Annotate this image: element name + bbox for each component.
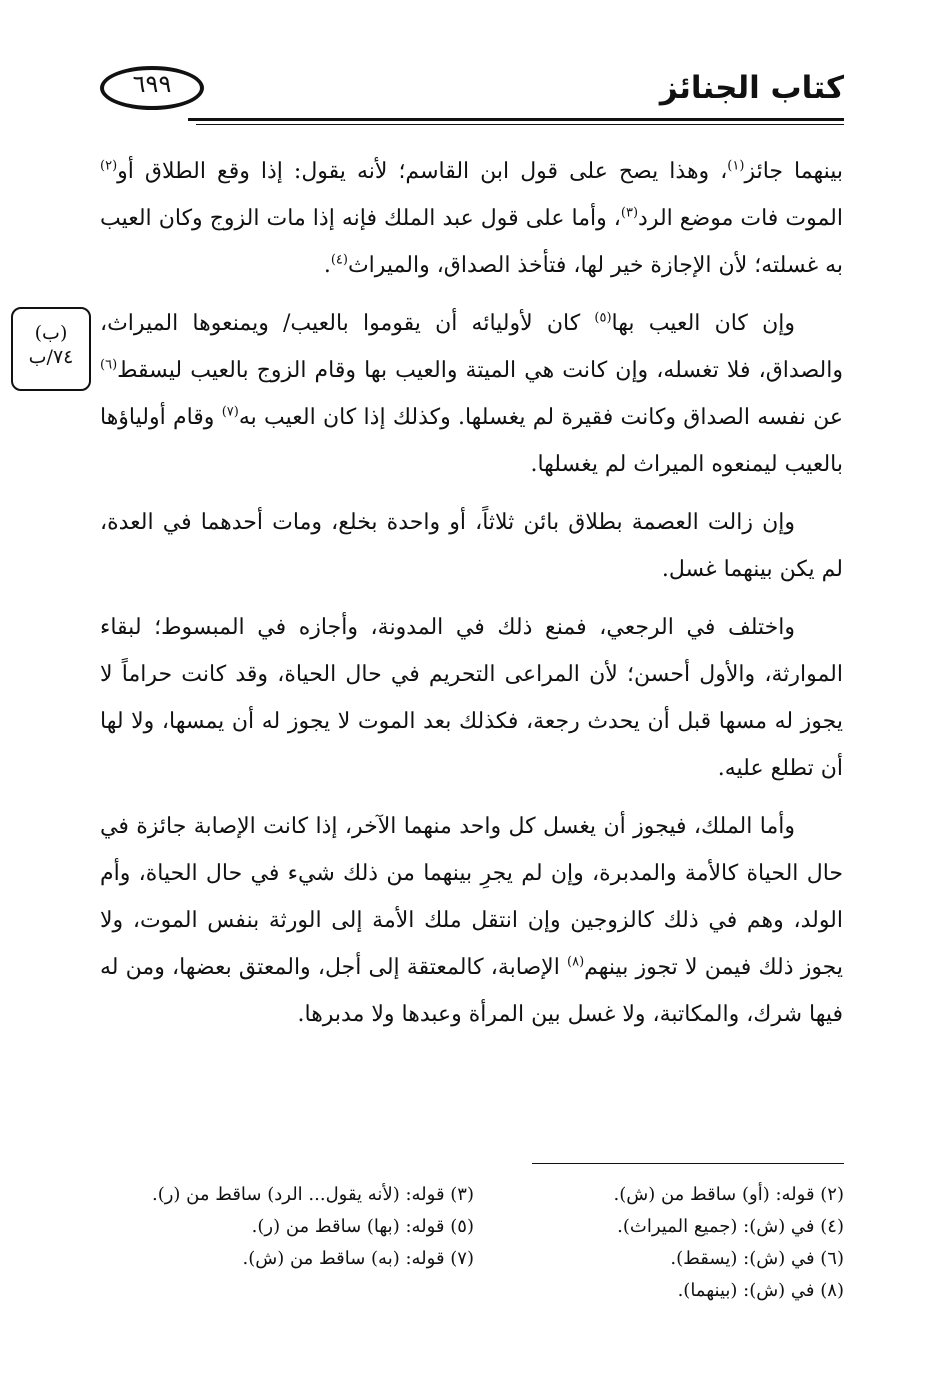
text-run: وقام أولياؤها بالعيب ليمنعوه الميراث لم يغسلها.	[100, 405, 843, 477]
text-run: .	[323, 253, 331, 278]
footnote-ref-8: (٨)	[567, 954, 585, 970]
footnote-2: (٢) قوله: (أو) ساقط من (ش).	[613, 1184, 844, 1205]
footnote-7: (٧) قوله: (به) ساقط من (ش).	[242, 1248, 474, 1269]
text-run: الإصابة، كالمعتقة إلى أجل، والمعتق بعضها، ومن له فيها شرك، والمكاتبة، ولا غسل بين المرأة وعبدها ولا مدبرها.	[100, 955, 843, 1027]
running-header-title: كتاب الجنائز	[659, 70, 844, 106]
text-run: الموت فات موضع الرد	[638, 206, 843, 231]
folio-note-line-1: (ب)	[34, 322, 68, 344]
footnote-ref-1: (١)	[727, 158, 745, 174]
text-run: وإن كان العيب بها	[611, 311, 795, 336]
page-number: ٦٩٩	[132, 70, 172, 98]
footnote-ref-7: (٧)	[221, 404, 239, 420]
paragraph-1	[100, 148, 843, 289]
text-run: ، وهذا يصح على قول ابن القاسم؛ لأنه يقول: إذا وقع الطلاق أو	[117, 159, 728, 184]
footnote-ref-5: (٥)	[594, 310, 612, 326]
paragraph-5	[100, 803, 843, 1038]
paragraph-4: واختلف في الرجعي، فمنع ذلك في المدونة، وأجازه في المبسوط؛ لبقاء الموارثة، والأول أحسن؛ لأن المراعى التحريم في حال الحياة، وقد كانت حراماً لا يجوز له مسها قبل أن يحدث رجعة، فكذلك بعد الموت لا يجوز له أن يمسها، ولا لها أن تطلع عليه.	[100, 615, 843, 781]
footnote-ref-2: (٢)	[100, 158, 118, 174]
footnote-3: (٣) قوله: (لأنه يقول... الرد) ساقط من (ر).	[152, 1184, 474, 1205]
footnotes-even-column	[504, 1180, 844, 1308]
footnote-separator	[532, 1163, 844, 1164]
manuscript-folio-note	[11, 307, 91, 391]
footnote-ref-4: (٤)	[330, 252, 348, 268]
paragraph-3: وإن زالت العصمة بطلاق بائن ثلاثاً، أو واحدة بخلع، ومات أحدهما في العدة، لم يكن بينهما غسل.	[100, 510, 843, 582]
footnote-6: (٦) في (ش): (يسقط).	[670, 1248, 844, 1269]
header-rule-thin	[196, 124, 844, 125]
text-run: وأما الملك، فيجوز أن يغسل كل واحد منهما الآخر، إذا كانت الإصابة جائزة في حال الحياة كالأمة والمدبرة، وإن لم يجرِ بينهما من ذلك شيء في حال الحياة، وأم الولد، وهم في ذلك كالزوجين وإن انتقل ملك الأمة إلى الورثة بنفس الموت، ولا يجوز ذلك فيمن لا تجوز بينهم	[100, 814, 844, 980]
footnote-5: (٥) قوله: (بها) ساقط من (ر).	[251, 1216, 474, 1237]
footnote-ref-6: (٦)	[100, 357, 118, 373]
text-run: بينهما جائز	[744, 159, 843, 184]
text-run: ، وأما على قول عبد الملك فإنه إذا مات الزوج وكان العيب به غسلته؛ لأن الإجازة خير لها، فتأخذ الصداق، والميراث	[100, 206, 843, 278]
footnote-4: (٤) في (ش): (جميع الميراث).	[617, 1216, 844, 1237]
footnotes-odd-column	[94, 1180, 474, 1276]
main-text	[100, 148, 843, 1049]
footnote-8: (٨) في (ش): (بينهما).	[677, 1280, 844, 1301]
text-run: كان لأوليائه أن يقوموا بالعيب/ ويمنعوها الميراث، والصداق، فلا تغسله، وإن كانت هي الميتة والعيب بها وقام الزوج بالعيب ليسقط	[100, 311, 843, 383]
paragraph-2	[100, 300, 843, 488]
text-run: عن نفسه الصداق وكانت فقيرة لم يغسلها. وكذلك إذا كان العيب به	[238, 405, 843, 430]
footnote-ref-3: (٣)	[620, 205, 639, 221]
header-rule-thick	[188, 118, 844, 121]
folio-note-line-2: ٧٤/ب	[28, 346, 74, 368]
